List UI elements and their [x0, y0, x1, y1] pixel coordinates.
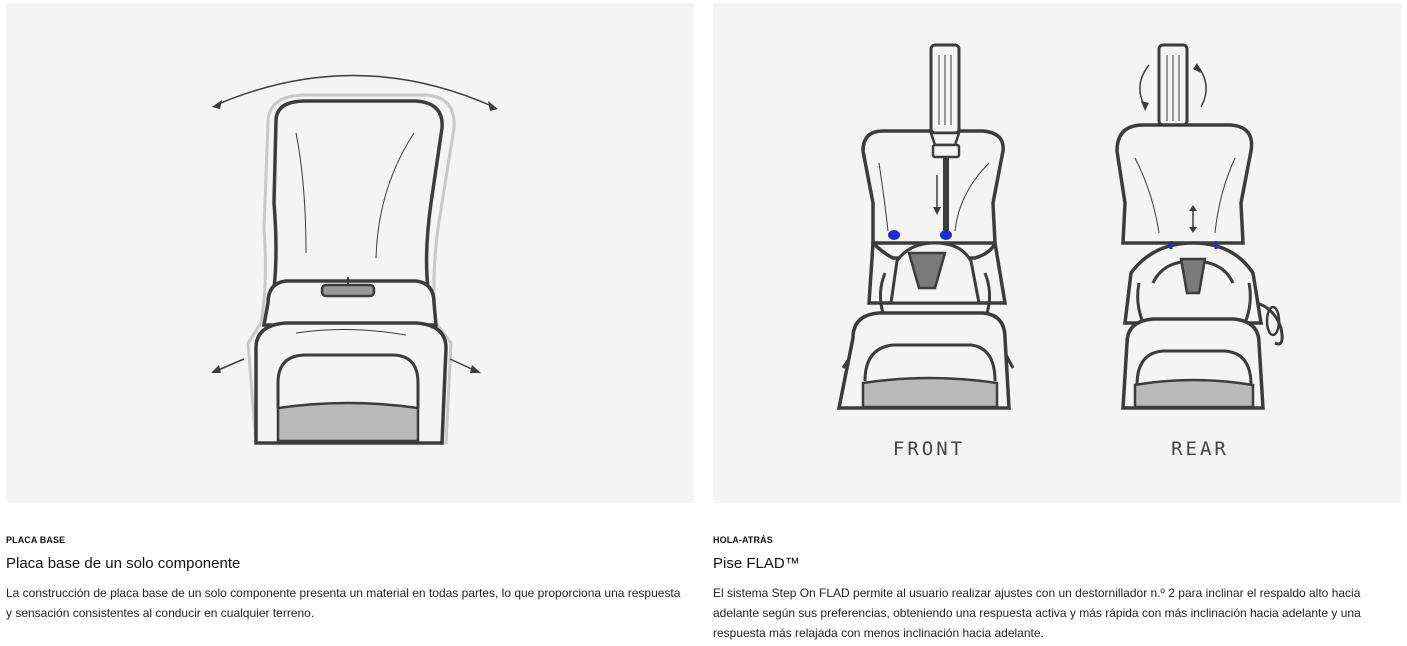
binding-baseplate-icon — [6, 3, 694, 503]
baseplate-flex-illustration — [6, 3, 694, 503]
front-binding-icon — [839, 45, 1013, 408]
binding-flad-icon — [713, 3, 1401, 503]
section-eyebrow: PLACA BASE — [6, 535, 66, 545]
section-eyebrow: HOLA-ATRÁS — [713, 535, 773, 545]
feature-card-flad — [707, 0, 1401, 646]
section-title: Pise FLAD™ — [713, 555, 800, 572]
rear-label: REAR — [1171, 438, 1229, 460]
flad-adjustment-illustration — [713, 3, 1401, 503]
rear-binding-icon — [1117, 45, 1282, 408]
feature-card-baseplate — [0, 0, 694, 646]
front-label: FRONT — [892, 438, 966, 460]
section-description: La construcción de placa base de un solo componente presenta un material en todas partes, lo que proporciona una respuesta y sensación consistentes al conducir en cualquier terreno. — [6, 586, 681, 620]
section-description: El sistema Step On FLAD permite al usuario realizar ajustes con un destornillador n.º 2 para inclinar el respaldo alto hacia adelante según sus preferencias, obteniendo una respuesta activa y más rápida con más inclinación hacia adelante y una respuesta más relajada con menos inclinación hacia adelante. — [713, 586, 1361, 640]
section-title: Placa base de un solo componente — [6, 555, 241, 572]
